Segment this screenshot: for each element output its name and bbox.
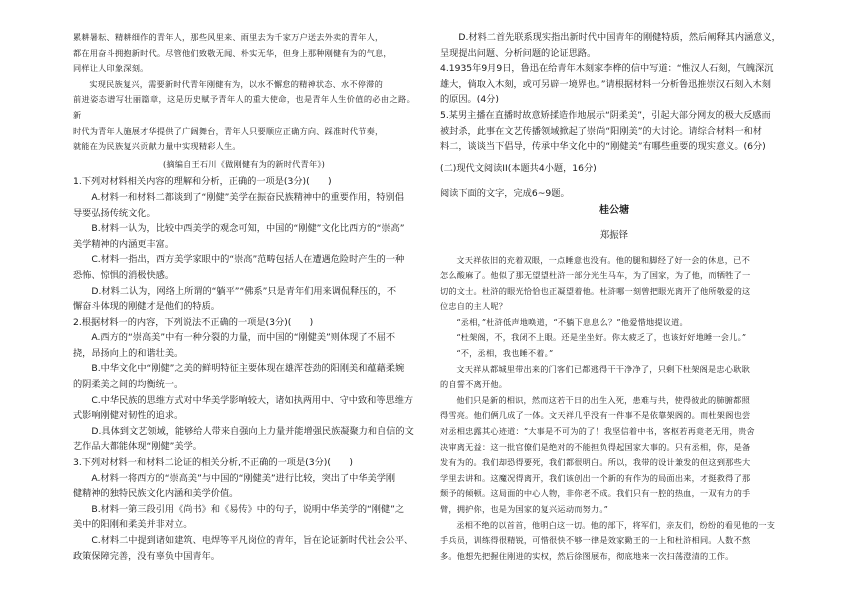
story-line: 得雪亮。他们俩几成了一体。文天祥几乎没有一件事不是依靠架阁的。而杜架阁也尝	[440, 410, 751, 421]
intro-paragraphs	[73, 30, 415, 155]
question-3-options	[73, 471, 415, 565]
story-text	[440, 253, 788, 565]
left-column	[73, 30, 415, 564]
question-line: 雄大，倘取入木刻，或可另辟一境界也。”请根据材料一分析鲁迅推崇汉石刻入木刻	[440, 78, 771, 90]
story-line: 学里去讲和。这魔况得离开，我们该创出一个新的有作为的局面出来，才挺救得了那	[440, 472, 751, 483]
option-line: 呈现提出问题、分析问题的论证思路。	[440, 47, 597, 59]
question-1-stem: 1.下列对材料相关内容的理解和分析，正确的一项是(3分)( )	[73, 176, 332, 188]
option-line: C.材料一指出，西方美学家眼中的“崇高”范畴包括人在遭遇危险时产生的一种	[91, 254, 405, 266]
text-line: 实现民族复兴，需要新时代青年刚健有为，以水不懈怠的精神状态、水不停滞的	[89, 78, 383, 89]
story-line: “不，丞相，我也睡不着。”	[456, 348, 554, 359]
story-line: 位忠自的主人呢？	[440, 301, 508, 312]
option-line: C.中华民族的思维方式对中华美学影响较大，诸如执两用中、守中致和等思维方	[91, 394, 414, 406]
option-line: 懈奋斗体现的刚健才是他们的特质。	[73, 301, 220, 313]
option-line: A.材料一和材料二都谈到了“刚健”美学在振奋民族精神中的重要作用，特别倡	[91, 191, 404, 203]
story-line: 怎么酸麻了。他似了那无望望杜浒一部分光生马车，为了国家，为了他，而牺牲了一	[440, 270, 751, 281]
story-line: 的自誓不离开他。	[440, 379, 508, 390]
section-heading: (二)现代文阅读II(本题共4小题，16分)	[440, 162, 597, 174]
story-line: “丞相，”杜浒低声地唤道，“不躺下息息么？”他爱惜地提议道。	[456, 316, 688, 327]
option-line: 美中的阳刚和柔美并非对立。	[73, 519, 193, 531]
question-4	[440, 61, 788, 108]
question-2-options	[73, 330, 415, 455]
option-line: 导要弘扬传统文化。	[73, 207, 156, 219]
story-author: 郑振铎	[599, 230, 629, 242]
question-line: 的原因。(4分)	[440, 94, 499, 106]
source-citation: (摘编自王石川《做刚健有为的新时代青年》)	[162, 158, 326, 169]
story-line: 多。他想先把握住刚进的实权，然后徐图展布，彻底地来一次扫荡澄清的工作。	[440, 550, 734, 561]
question-line: 料二，谈谈当下倡导，传承中华文化中的“刚健美”有哪些重要的现实意义。(6分)	[440, 141, 766, 153]
story-title: 桂公塘	[599, 205, 629, 217]
story-line: 颓予的倾顿。这局面的中心人物，非你老不成。我们只有一腔的热血，一双有力的手	[440, 488, 751, 499]
text-line: 前进姿态谱写壮丽篇章，这是历史赋予青年人的重大使命，也是青年人生价值的必由之路。新	[73, 94, 415, 120]
option-line: 健精神的独特民族文化内涵和美学价值。	[73, 488, 239, 500]
text-line: 就能在为民族复兴贡献力量中实现精彩人生。	[73, 141, 241, 152]
question-3-option-d	[440, 30, 788, 61]
question-3-stem: 3.下列对材料一和材料二论证的相关分析,不正确的一项是(3分)( )	[73, 457, 353, 469]
text-line: 同样让人印象深刻。	[73, 63, 149, 74]
section-instruction: 阅读下面的文字，完成6~9题。	[440, 187, 570, 199]
story-line: 文天祥依旧的充着双眼，一点睡意也没有。他的腿和脚经了好一会的休息，已不	[456, 254, 750, 265]
story-line: 发有为的。我们却恐得要死，我们都很明白。所以，我带的设计兼发的但这到那些大	[440, 457, 751, 468]
option-line: B.材料一认为，比较中西美学的观念可知，中国的“刚健”文化比西方的“崇高”	[91, 223, 405, 235]
story-line: 他们只是新的相识，然而这若干日的出生入死，患难与共，使得彼此的肺腑都照	[456, 394, 750, 405]
text-line: 累耕暑耘、精耕细作的青年人，那些风里来、雨里去为千家万户送去外卖的青年人，	[73, 32, 384, 42]
story-line: 决审离无益：这一批官僚们是绝对的不能担负得起国家大事的。只有丞相，你，是备	[440, 441, 751, 452]
option-line: A.西方的“崇高美”中有一种分裂的力量，而中国的“刚健美”则体现了不屈不	[91, 332, 396, 344]
option-line: 挠，昂扬向上的和谐壮美。	[73, 347, 184, 359]
option-line: B.材料一第三段引用《尚书》和《易传》中的句子，说明中华美学的“刚健”之	[91, 503, 405, 515]
text-line: 都在用奋斗拥抱新时代。尽管他们致敬无闻、朴实无华，但身上那种刚健有为的气息，	[73, 47, 392, 58]
option-line: 恐怖、惊惧的消极快感。	[73, 269, 175, 281]
option-line: D.具体到文艺领域，能够给人带来自强向上力量并能增强民族凝聚力和自信的文	[91, 425, 414, 437]
question-2-stem: 2.根据材料一的内容，下列说法不正确的一项是(3分)( )	[73, 316, 314, 328]
option-line: 艺作品大都能体现“刚健”美学。	[73, 441, 202, 453]
story-line: 臂，拥护你，也是为国家的复兴运动而努力。”	[440, 504, 609, 515]
question-5	[440, 108, 788, 155]
story-line: 手兵员，训练得很精锐，可惜很快不够一律是效家勤王的一上和杜浒相同。人数不熬	[440, 535, 751, 546]
question-1-options	[73, 190, 415, 315]
option-line: B.中华文化中“刚健”之美的鲜明特征主要体现在雄浑苍劲的阳刚美和蕴藉柔婉	[91, 363, 405, 375]
story-line: 丞相不绝的以首首，他明白这一切。他的部下，将军们，亲友们，纷纷的看见他的一支	[456, 519, 776, 530]
text-line: 时代为青年人施展才华提供了广阔舞台，青年人只要顺应正确方向、踩准时代节奏，	[73, 125, 384, 136]
option-line: 美学精神的内涵更丰富。	[73, 238, 175, 250]
story-line: 对丞相忠露其心迹道：“大事是不可为的了！我坚信着中书，客枢若再竟老无用，贵舍	[440, 426, 755, 437]
option-line: A.材料一将西方的“崇高美”与中国的“刚健美”进行比较，突出了中华美学刚	[91, 472, 396, 484]
option-line: D.材料二认为，网络上所谓的“躺平”“佛系”只是青年们用来调侃释压的，不	[91, 285, 397, 297]
option-line: 式影响刚健对韧性的追求。	[73, 410, 184, 422]
question-line: 5.某男主播在直播时故意矫揉造作地展示“阴柔美”，引起大部分网友的极大反感而	[440, 109, 771, 121]
story-line: 文天祥从都城里带出来的门客们已都逃得干干净净了，只剩下杜架阁是忠心耿耿	[456, 363, 750, 374]
option-line: 政策保障完善，没有辜负中国青年。	[73, 550, 220, 562]
right-column	[440, 30, 788, 564]
story-line: 切的文士。杜浒的眼光恰恰也正凝望着他。杜浒哪一刻曾把眼光离开了他所敬爱的这	[440, 285, 751, 296]
option-line: C.材料二中提到诸如建筑、电焊等平凡岗位的青年，旨在论证新时代社会公平、	[91, 535, 414, 546]
option-line: D.材料二首先联系现实指出新时代中国青年的刚健特质，然后阐释其内涵意义，	[458, 32, 781, 43]
question-line: 被封杀，此事在文艺传播领域掀起了崇尚“阳刚美”的大讨论。请综合材料一和材	[440, 125, 762, 137]
option-line: 的阴柔美之间的均衡统一。	[73, 379, 184, 391]
story-line: “杜架阁，不，我闭不上眼。还是坐坐好。你太疲乏了，也该好好地睡一会儿。”	[456, 332, 747, 343]
question-line: 4.1935年9月9日，鲁迅在给青年木刻家李桦的信中写道：“惟汉人石刻，气魄深沉	[440, 63, 774, 75]
